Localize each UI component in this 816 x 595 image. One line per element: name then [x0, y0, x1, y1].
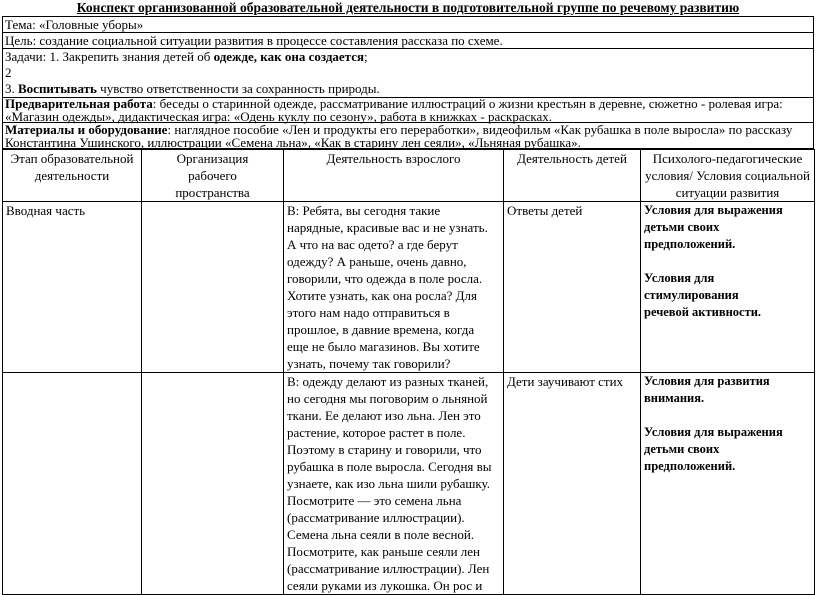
condition-line: внимания.	[644, 391, 705, 405]
children-line: Ответы детей	[507, 203, 583, 218]
condition-line: Условия для развития	[644, 374, 770, 388]
adult-line: еще не было магазинов. Вы хотите	[287, 339, 480, 354]
header-stage	[3, 150, 142, 202]
adult-line: нарядные, красивые вас и не узнать.	[287, 220, 488, 235]
stage-text: Вводная часть	[6, 203, 86, 218]
header-adult	[284, 150, 504, 202]
adult-line: сеяли руками из лукошка. Он рос и	[287, 578, 483, 593]
adult-line: Поэтому в старину и говорили, что	[287, 442, 482, 457]
condition-gap	[644, 253, 811, 270]
task-1-bold: одежде, как она создается	[213, 49, 365, 64]
stage-cell	[3, 373, 142, 595]
table-row	[3, 373, 815, 595]
adult-cell	[284, 202, 504, 373]
header-conditions-line: Психолого-педагогические	[652, 151, 803, 166]
condition-line: речевой активности.	[644, 305, 762, 319]
goal-text: Цель: создание социальной ситуации развития в процессе составления рассказа по схеме.	[5, 33, 503, 48]
header-stage-line: Этап образовательной	[10, 151, 134, 166]
header-conditions	[641, 150, 815, 202]
task-1-suffix: ;	[364, 49, 368, 64]
header-conditions-line: ситуации развития	[675, 185, 780, 200]
adult-line: растение, которое растет в поле.	[287, 425, 466, 440]
adult-line: но сегодня мы поговорим о льняной	[287, 391, 488, 406]
theme-text: Тема: «Головные уборы»	[5, 17, 144, 32]
task-3-prefix: 3.	[5, 81, 18, 96]
prelim-label: Предварительная работа	[5, 96, 153, 111]
adult-line: Посмотрите, как раньше сеяли лен	[287, 544, 481, 559]
header-conditions-line: условия/ Условия социальной	[645, 168, 810, 183]
header-space-line: рабочего	[188, 168, 237, 183]
task-3	[5, 81, 811, 97]
adult-line: Хотите узнать, как она росла? Для	[287, 288, 478, 303]
conditions-cell	[641, 373, 815, 595]
adult-line: ткани. Ее делают изо льна. Лен это	[287, 408, 481, 423]
condition-line: Условия для выражения	[644, 203, 783, 217]
prelim-text-1: : беседы о старинной одежде, рассматривание иллюстраций о жизни крестьян в деревне, сюжетно - ролевая игра:	[152, 96, 783, 111]
materials-label: Материалы и оборудование	[5, 122, 168, 137]
conditions-cell	[641, 202, 815, 373]
prelim-line-2: «Магазин одежды», дидактическая игра: «Одень куклу по сезону», работа в книжках - раскрасках.	[5, 108, 553, 124]
materials-line-2: Константина Ушинского, иллюстрации «Семена льна», «Как в старину лен сеяли», «Льняная рубашка».	[5, 135, 581, 150]
adult-line: А что на вас одето? а где берут	[287, 237, 458, 252]
materials-text-1: : наглядное пособие «Лен и продукты его переработки», видеофильм «Как рубашка в поле выросла» по рассказу	[167, 122, 793, 137]
page-title: Конспект организованной образовательной деятельности в подготовительной группе по речевому развитию	[76, 0, 740, 15]
children-line: Дети заучивают стих	[507, 374, 624, 389]
header-space-line: Организация	[176, 151, 249, 166]
adult-line: рубашка в поле выросла. Сегодня вы	[287, 459, 492, 474]
header-space	[142, 150, 284, 202]
adult-line: узнаете, как изо льна шили рубашку.	[287, 476, 490, 491]
goal-row	[2, 33, 814, 49]
adult-line: одежду? А раньше, очень давно,	[287, 254, 467, 269]
stage-cell	[3, 202, 142, 373]
materials-row	[2, 123, 814, 149]
space-cell	[142, 202, 284, 373]
condition-line: детьми своих предположений.	[644, 442, 736, 473]
adult-line: В: Ребята, вы сегодня такие	[287, 203, 441, 218]
condition-line: Условия для стимулирования	[644, 271, 739, 302]
adult-line: (рассматривание иллюстрации).	[287, 510, 465, 525]
header-space-line: пространства	[175, 185, 250, 200]
theme-row	[2, 16, 814, 33]
lesson-table	[2, 149, 815, 595]
adult-line: прошлое, в давние времена, когда	[287, 322, 475, 337]
children-cell	[504, 202, 641, 373]
children-cell	[504, 373, 641, 595]
adult-cell	[284, 373, 504, 595]
header-adult-line: Деятельность взрослого	[326, 151, 461, 166]
adult-line: узнать, почему так говорили?	[287, 356, 451, 371]
adult-line: говорили, что одежда в поле росла.	[287, 271, 483, 286]
header-stage-line: деятельности	[34, 168, 110, 183]
task-3-suffix: чувство ответственности за сохранность природы.	[96, 81, 380, 96]
table-header-row	[3, 150, 815, 202]
space-cell	[142, 373, 284, 595]
header-children	[504, 150, 641, 202]
adult-line: (рассматривание иллюстрации). Лен	[287, 561, 490, 576]
condition-line: Условия для выражения	[644, 425, 783, 439]
task-1-prefix: Задачи: 1. Закрепить знания детей об	[5, 49, 214, 64]
prelim-row	[2, 98, 814, 123]
header-children-line: Деятельность детей	[517, 151, 627, 166]
adult-line: Семена льна сеяли в поле весной.	[287, 527, 475, 542]
condition-line: детьми своих предположений.	[644, 220, 736, 251]
adult-line: этого нам надо отправиться в	[287, 305, 450, 320]
adult-line: В: одежду делают из разных тканей,	[287, 374, 489, 389]
condition-gap	[644, 407, 811, 424]
task-3-bold: Воспитывать	[18, 81, 97, 96]
adult-line: Посмотрите — это семена льна	[287, 493, 462, 508]
tasks-row	[2, 49, 814, 98]
table-row	[3, 202, 815, 373]
task-1	[5, 49, 811, 65]
task-2: 2	[5, 65, 12, 80]
